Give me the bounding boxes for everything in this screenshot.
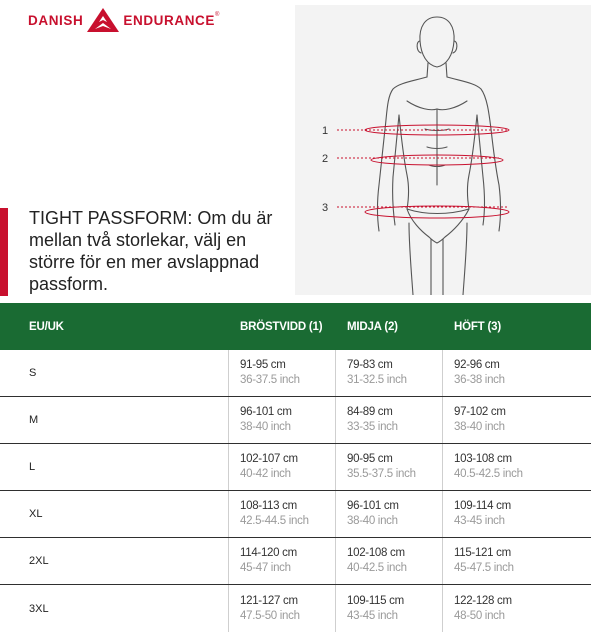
hip-cell [443,491,591,537]
table-row [0,350,591,397]
hip-inch: 45-47.5 inch [454,562,514,574]
chest-cell [229,350,336,396]
hip-cm: 97-102 cm [454,406,506,418]
waist-cell [336,350,443,396]
waist-cm: 79-83 cm [347,359,393,371]
waist-inch: 35.5-37.5 inch [347,468,416,480]
size-label: 3XL [0,585,229,632]
chest-inch: 36-37.5 inch [240,374,300,386]
waist-inch: 40-42.5 inch [347,562,407,574]
header-chest: BRÖSTVIDD (1) [240,320,323,333]
header-hip: HÖFT (3) [454,320,501,333]
waist-cm: 90-95 cm [347,453,393,465]
chest-inch: 47.5-50 inch [240,609,300,622]
hip-cell [443,538,591,584]
waist-cm: 102-108 cm [347,547,405,559]
chest-cell [229,444,336,490]
table-header [0,303,591,350]
chest-cm: 96-101 cm [240,406,292,418]
waist-inch: 43-45 inch [347,609,398,622]
chest-cm: 108-113 cm [240,500,297,512]
body-measurement-figure [295,5,591,295]
waist-cell [336,538,443,584]
body-outline-illustration [295,5,591,295]
brand-name-left: DANISH [28,12,84,28]
chest-cell [229,585,336,632]
size-label: L [0,444,229,490]
waist-inch: 38-40 inch [347,515,398,527]
brand-name-right: ENDURANCE [123,12,216,28]
chest-cell [229,397,336,443]
size-label: XL [0,491,229,537]
fit-note: TIGHT PASSFORM: Om du är mellan två storlekar, välj en större för en mer avslappnad passform. [29,208,273,294]
marker-1: 1 [322,125,329,137]
chest-cell [229,491,336,537]
hip-inch: 48-50 inch [454,609,505,622]
brand-logo [28,6,219,34]
table-row [0,397,591,444]
hip-cm: 109-114 cm [454,500,511,512]
accent-bar [0,208,8,296]
hip-cell [443,397,591,443]
hip-cm: 103-108 cm [454,453,512,465]
table-row [0,538,591,585]
hip-cell [443,585,591,632]
waist-cm: 96-101 cm [347,500,399,512]
marker-3: 3 [322,202,329,214]
chest-inch: 38-40 inch [240,421,291,433]
hip-inch: 38-40 inch [454,421,505,433]
chest-cm: 102-107 cm [240,453,298,465]
hip-inch: 40.5-42.5 inch [454,468,523,480]
hip-inch: 43-45 inch [454,515,505,527]
table-row [0,491,591,538]
chest-cell [229,538,336,584]
size-label: S [0,350,229,396]
waist-inch: 31-32.5 inch [347,374,407,386]
header-size: EU/UK [29,320,64,333]
chest-cm: 91-95 cm [240,359,286,371]
hip-inch: 36-38 inch [454,374,505,386]
waist-cell [336,444,443,490]
waist-inch: 33-35 inch [347,421,398,433]
table-row [0,585,591,632]
waist-cm: 84-89 cm [347,406,393,418]
waist-cell [336,491,443,537]
hip-cm: 92-96 cm [454,359,500,371]
brand-mountain-icon [86,7,120,33]
hip-cm: 122-128 cm [454,594,512,607]
chest-cm: 114-120 cm [240,547,297,559]
chest-inch: 40-42 inch [240,468,291,480]
header-waist: MIDJA (2) [347,320,398,333]
hip-cell [443,350,591,396]
size-label: M [0,397,229,443]
hip-cell [443,444,591,490]
chest-inch: 45-47 inch [240,562,291,574]
marker-2: 2 [322,153,329,165]
waist-cell [336,397,443,443]
waist-cm: 109-115 cm [347,594,404,607]
size-table [0,303,591,632]
trademark-symbol: ® [215,12,220,18]
hip-cm: 115-121 cm [454,547,511,559]
chest-cm: 121-127 cm [240,594,298,607]
chest-inch: 42.5-44.5 inch [240,515,309,527]
waist-cell [336,585,443,632]
size-label: 2XL [0,538,229,584]
table-row [0,444,591,491]
